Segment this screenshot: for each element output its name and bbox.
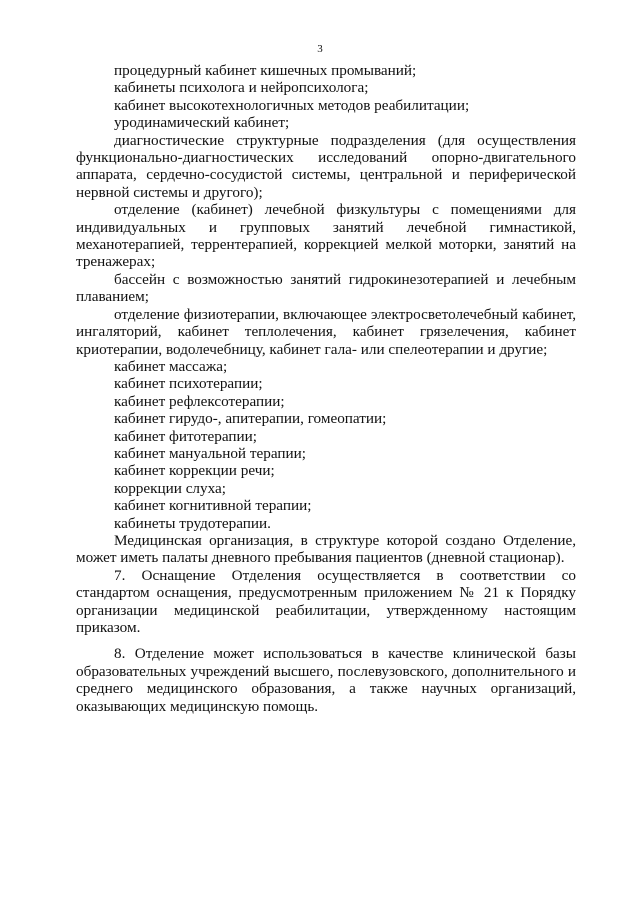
list-item: кабинет фитотерапии; — [114, 427, 257, 445]
list-item: кабинеты трудотерапии. — [114, 514, 271, 532]
list-item: кабинет рефлексотерапии; — [114, 392, 285, 410]
paragraph-gap — [76, 636, 576, 645]
list-item: процедурный кабинет кишечных промываний; — [114, 62, 417, 79]
list-item: кабинет гирудо-, апитерапии, гомеопатии; — [114, 410, 387, 428]
list-item: уродинамический кабинет; — [114, 114, 290, 132]
document-body — [76, 62, 576, 715]
list-item: кабинет мануальной терапии; — [114, 444, 306, 462]
list-item: бассейн с возможностью занятий гидрокинезотерапией и лечебным плаванием; — [76, 270, 576, 306]
list-item: отделение физиотерапии, включающее электросветолечебный кабинет, ингаляторий, кабинет теплолечения, кабинет грязелечения, кабинет криотерапии, водолечебницу, кабинет гала- или спелеотерапии и другие; — [76, 305, 576, 358]
list-item: коррекции слуха; — [114, 479, 226, 497]
clause-8: 8. Отделение может использоваться в качестве клинической базы образовательных учреждений высшего, послевузовского, дополнительного и среднего медицинского образования, а также научных организаций, оказывающих медицинскую помощь. — [76, 645, 576, 715]
list-item: диагностические структурные подразделения (для осуществления функционально-диагностических исследований опорно-двигательного аппарата, сердечно-сосудистой системы, центральной и периферической нервной системы и другого); — [76, 131, 576, 201]
list-item: кабинет коррекции речи; — [114, 462, 275, 480]
list-item: кабинет психотерапии; — [114, 375, 263, 393]
page-number: 3 — [317, 43, 323, 55]
list-item: кабинет массажа; — [114, 357, 228, 375]
list-item: кабинет когнитивной терапии; — [114, 497, 312, 515]
clause-7: 7. Оснащение Отделения осуществляется в соответствии со стандартом оснащения, предусмотренным приложением № 21 к Порядку организации медицинской реабилитации, утвержденному настоящим приказом. — [76, 566, 576, 636]
list-item: отделение (кабинет) лечебной физкультуры с помещениями для индивидуальных и групповых занятий лечебной гимнастикой, механотерапией, террентерапией, коррекцией мелкой моторки, занятий на тренажерах; — [76, 201, 576, 271]
paragraph: Медицинская организация, в структуре которой создано Отделение, может иметь палаты дневного пребывания пациентов (дневной стационар). — [76, 531, 576, 567]
list-item: кабинеты психолога и нейропсихолога; — [114, 79, 369, 97]
list-item: кабинет высокотехнологичных методов реабилитации; — [114, 96, 470, 114]
